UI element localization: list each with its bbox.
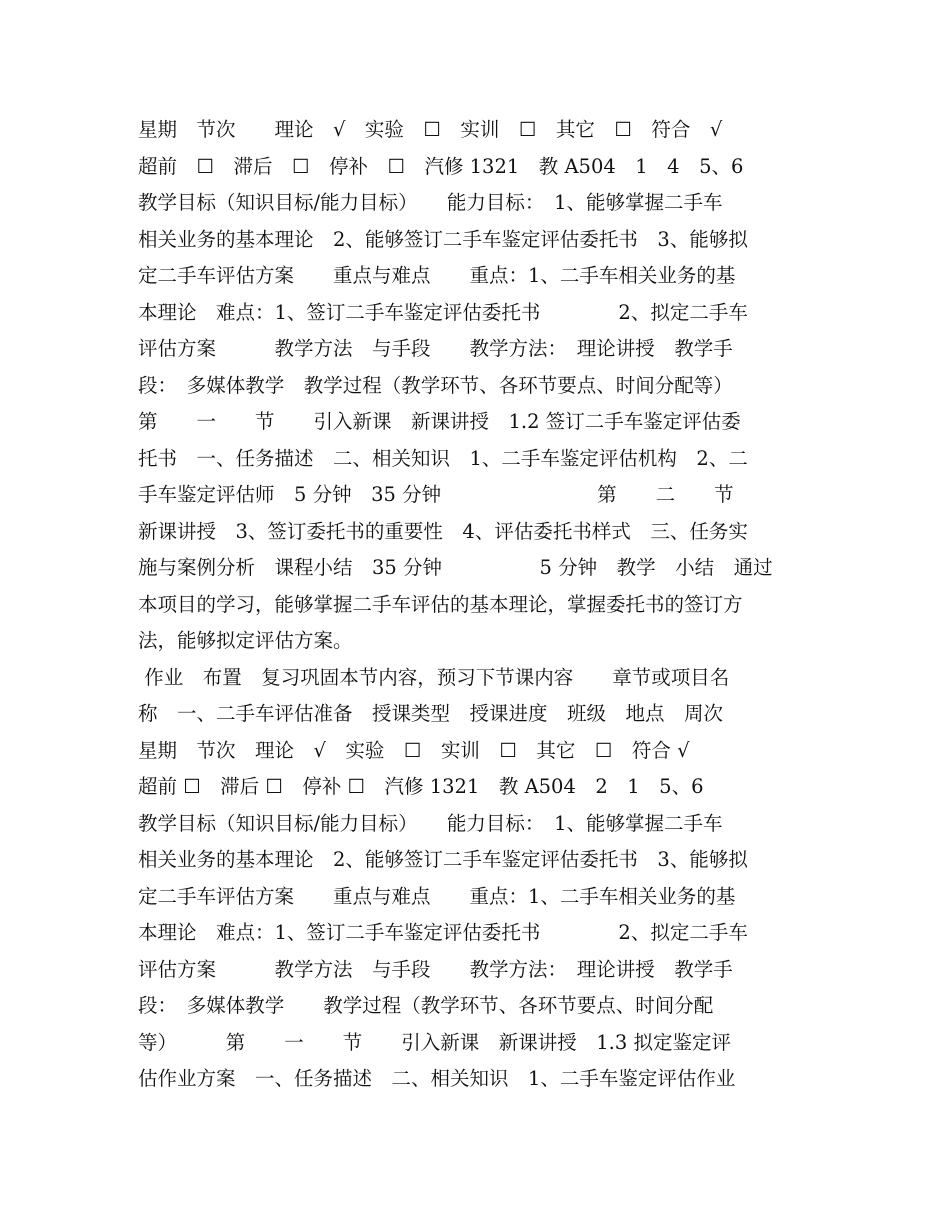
text-line: 教学目标（知识目标/能力目标） 能力目标： 1、能够掌握二手车 xyxy=(138,191,723,214)
text-line: 托书 一、任务描述 二、相关知识 1、二手车鉴定评估机构 2、二 xyxy=(138,446,748,470)
text-line: 段： 多媒体教学 教学过程（教学环节、各环节要点、时间分配 xyxy=(138,994,714,1017)
text-line: 施与案例分析 课程小结 35 分钟 5 分钟 教学 小结 通过 xyxy=(138,556,773,579)
text-line: 定二手车评估方案 重点与难点 重点：1、二手车相关业务的基 xyxy=(138,884,736,908)
text-line: 评估方案 教学方法 与手段 教学方法： 理论讲授 教学手 xyxy=(138,337,733,360)
text-line: 本项目的学习，能够掌握二手车评估的基本理论，掌握委托书的签订方 xyxy=(138,592,743,616)
text-line: 定二手车评估方案 重点与难点 重点：1、二手车相关业务的基 xyxy=(138,264,736,287)
text-line: 新课讲授 3、签订委托书的重要性 4、评估委托书样式 三、任务实 xyxy=(138,519,748,543)
text-line: 手车鉴定评估师 5 分钟 35 分钟 第 二 节 xyxy=(138,483,734,506)
text-line: 等） 第 一 节 引入新课 新课讲授 1.3 拟定鉴定评 xyxy=(138,1030,731,1054)
text-line: 本理论 难点：1、签订二手车鉴定评估委托书 2、拟定二手车 xyxy=(138,921,748,944)
text-line: 评估方案 教学方法 与手段 教学方法： 理论讲授 教学手 xyxy=(138,957,733,981)
text-line: 星期 节次 理论 √ 实验 ☐ 实训 ☐ 其它 ☐ 符合 √ xyxy=(138,738,690,762)
text-line: 作业 布置 复习巩固本节内容，预习下节课内容 章节或项目名 xyxy=(138,665,730,689)
text-line: 教学目标（知识目标/能力目标） 能力目标： 1、能够掌握二手车 xyxy=(138,811,723,835)
text-line: 相关业务的基本理论 2、能够签订二手车鉴定评估委托书 3、能够拟 xyxy=(138,227,748,251)
text-line: 称 一、二手车评估准备 授课类型 授课进度 班级 地点 周次 xyxy=(138,702,724,725)
text-line: 段： 多媒体教学 教学过程（教学环节、各环节要点、时间分配等） xyxy=(138,373,733,397)
text-line: 星期 节次 理论 √ 实验 ☐ 实训 ☐ 其它 ☐ 符合 √ xyxy=(138,118,723,141)
text-line: 本理论 难点：1、签订二手车鉴定评估委托书 2、拟定二手车 xyxy=(138,300,748,324)
text-line: 超前 ☐ 滞后 ☐ 停补 ☐ 汽修 1321 教 A504 2 1 5、6 xyxy=(138,775,704,798)
text-line: 法，能够拟定评估方案。 xyxy=(138,629,353,652)
text-line: 第 一 节 引入新课 新课讲授 1.2 签订二手车鉴定评估委 xyxy=(138,410,741,433)
text-line: 相关业务的基本理论 2、能够签订二手车鉴定评估委托书 3、能够拟 xyxy=(138,848,748,871)
document-body xyxy=(138,112,818,1098)
text-line: 估作业方案 一、任务描述 二、相关知识 1、二手车鉴定评估作业 xyxy=(138,1067,736,1090)
text-line: 超前 ☐ 滞后 ☐ 停补 ☐ 汽修 1321 教 A504 1 4 5、6 xyxy=(138,154,744,178)
